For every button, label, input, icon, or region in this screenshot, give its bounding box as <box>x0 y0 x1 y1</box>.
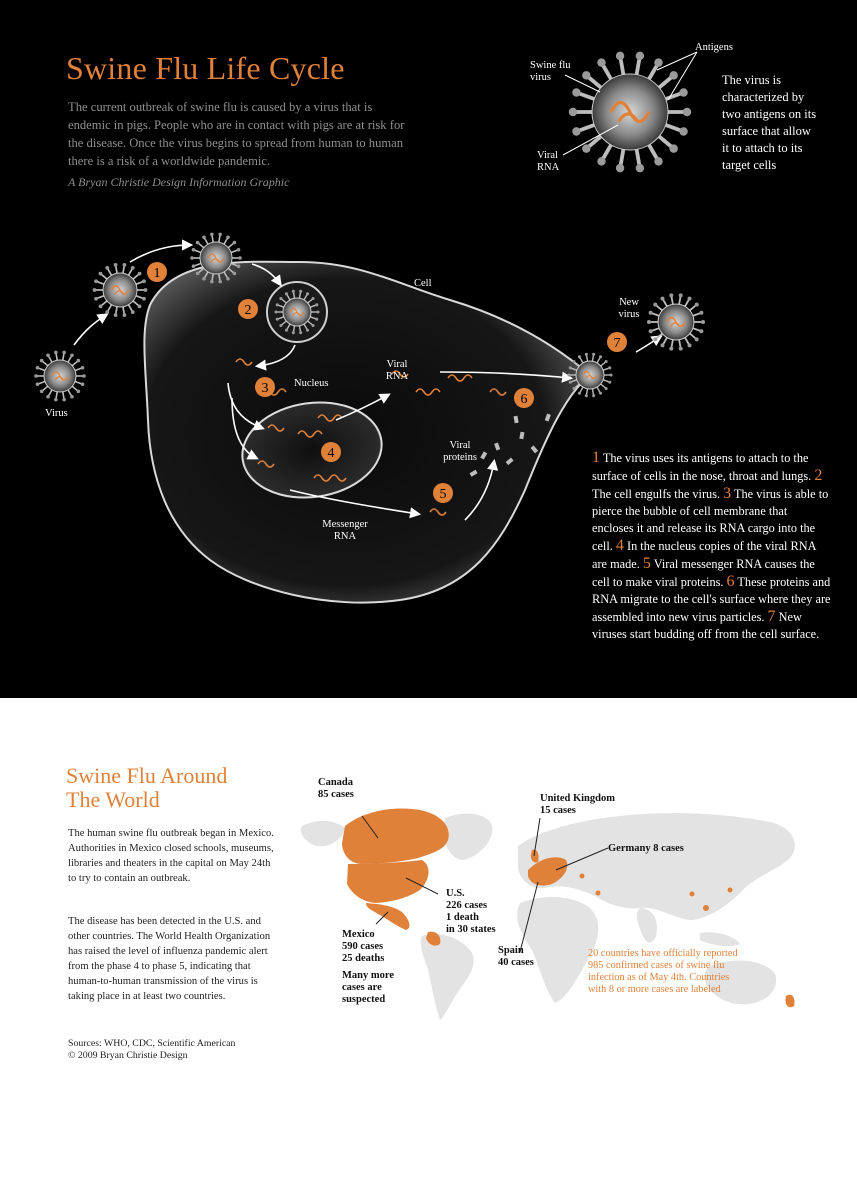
virus-particle-attaching <box>93 263 148 317</box>
us-cases: 226 cases <box>446 900 488 911</box>
new-zealand-region <box>785 995 794 1008</box>
map-label-canada <box>318 777 354 801</box>
us-deaths: 1 death <box>446 912 479 923</box>
life-cycle-title: Swine Flu Life Cycle <box>66 50 345 86</box>
step-4-text: In the nucleus copies of the viral RNA are made. <box>592 539 816 571</box>
alaska <box>301 821 345 846</box>
label-virus: Virus <box>45 408 68 419</box>
mexico-deaths: 25 deaths <box>342 953 385 964</box>
step-badge-4 <box>321 442 341 462</box>
map-label-spain <box>498 945 534 969</box>
canada-region <box>342 809 449 864</box>
label-new-virus: New virus <box>618 297 640 320</box>
step-5-num: 5 <box>642 555 651 572</box>
mexico-name: Mexico <box>342 929 375 940</box>
step-badge-5 <box>433 483 453 503</box>
canada-cases: 85 cases <box>318 789 354 800</box>
map-label-us <box>446 888 496 936</box>
step-7-text: New viruses start budding off from the cell surface. <box>592 610 820 641</box>
step-2-text: The cell engulfs the virus. <box>592 487 721 501</box>
badge-4-text: 4 <box>327 446 335 461</box>
canada-name: Canada <box>318 777 354 788</box>
inset-description: The virus is characterized by two antigens on its surface that allow it to attach to its target cells <box>722 73 817 172</box>
badge-5-text: 5 <box>439 487 447 502</box>
india <box>637 908 657 943</box>
map-label-mexico <box>342 929 394 1006</box>
label-viral-rna: Viral RNA <box>385 359 409 382</box>
us-name: U.S. <box>446 888 465 899</box>
uk-name: United Kingdom <box>540 793 615 804</box>
spain-cases: 40 cases <box>498 957 534 968</box>
badge-3-text: 3 <box>261 381 269 396</box>
sources-line: Sources: WHO, CDC, Scientific American <box>68 1038 236 1049</box>
label-inset-viral-rna: Viral RNA <box>537 150 560 173</box>
credit-line: A Bryan Christie Design Information Graphic <box>68 175 290 189</box>
step-1-num: 1 <box>592 449 600 466</box>
mexico-more-2: cases are <box>342 982 382 993</box>
south-america <box>421 934 474 1020</box>
badge-2-text: 2 <box>244 303 252 318</box>
badge-6-text: 6 <box>520 392 528 407</box>
label-swine-flu-virus: Swine flu virus <box>530 60 571 83</box>
mexico-more-3: suspected <box>342 994 386 1005</box>
world-paragraph-1: The human swine flu outbreak began in Mexico. Authorities in Mexico closed schools, museums, libraries and theaters in the capital on May 24th to try to contain an outbreak. <box>68 828 274 884</box>
copyright-line: © 2009 Bryan Christie Design <box>68 1050 188 1061</box>
virus-particle-new <box>647 293 705 350</box>
step-badge-7 <box>607 332 627 352</box>
step-badge-3 <box>255 377 275 397</box>
us-region <box>347 860 429 903</box>
world-panel <box>0 698 857 1200</box>
step-7-num: 7 <box>767 608 776 625</box>
step-3-text: The virus is able to pierce the bubble of cell membrane that encloses it and release its RNA cargo into the cell. <box>592 487 829 553</box>
map-label-germany: Germany 8 cases <box>608 843 684 854</box>
step-4-num: 4 <box>615 537 624 554</box>
label-cell: Cell <box>414 278 432 289</box>
us-states: in 30 states <box>446 924 496 935</box>
mexico-cases: 590 cases <box>342 941 384 952</box>
badge-1-text: 1 <box>153 266 161 281</box>
virus-particle-entering <box>34 351 86 402</box>
greenland <box>444 814 493 860</box>
step-3-num: 3 <box>723 485 732 502</box>
badge-7-text: 7 <box>613 336 621 351</box>
step-1-text: The virus uses its antigens to attach to the surface of cells in the nose, throat and lungs. <box>592 451 812 483</box>
step-5-text: Viral messenger RNA causes the cell to make viral proteins. <box>592 557 815 589</box>
step-2-num: 2 <box>814 467 823 484</box>
mexico-region <box>366 903 409 930</box>
map-note: 20 countries have officially reported 985 confirmed cases of swine flu infection as of May 4th. Countries with 8 or more cases are labeled <box>588 948 738 995</box>
southeast-asia <box>700 932 740 946</box>
step-badge-2 <box>238 299 258 319</box>
step-badge-1 <box>147 262 167 282</box>
world-title-line2: The World <box>66 787 160 812</box>
world-paragraph-2: The disease has been detected in the U.S. and other countries. The World Health Organization has raised the level of influenza pandemic alert from the phase 4 to phase 5, indicating that human-to-human transmission of the virus is taking place in at least two countries. <box>68 916 271 1002</box>
life-cycle-intro: The current outbreak of swine flu is caused by a virus that is endemic in pigs. People who are in contact with pigs are at risk for the disease. Once the virus begins to spread from human to human there is a risk of a worldwide pandemic. <box>68 100 405 168</box>
step-badge-6 <box>514 388 534 408</box>
step-descriptions <box>592 449 832 643</box>
step-6-num: 6 <box>726 573 735 590</box>
step-6-text: These proteins and RNA migrate to the cell's surface where they are assembled into new virus particles. <box>592 575 831 624</box>
label-viral-proteins: Viral proteins <box>443 440 477 463</box>
label-antigens: Antigens <box>695 42 733 53</box>
map-label-uk <box>540 793 615 817</box>
label-nucleus: Nucleus <box>294 378 329 389</box>
world-title-line1: Swine Flu Around <box>66 763 228 788</box>
uk-cases: 15 cases <box>540 805 576 816</box>
label-messenger-rna: Messenger RNA <box>322 519 368 542</box>
spain-name: Spain <box>498 945 524 956</box>
mexico-more-1: Many more <box>342 970 395 981</box>
